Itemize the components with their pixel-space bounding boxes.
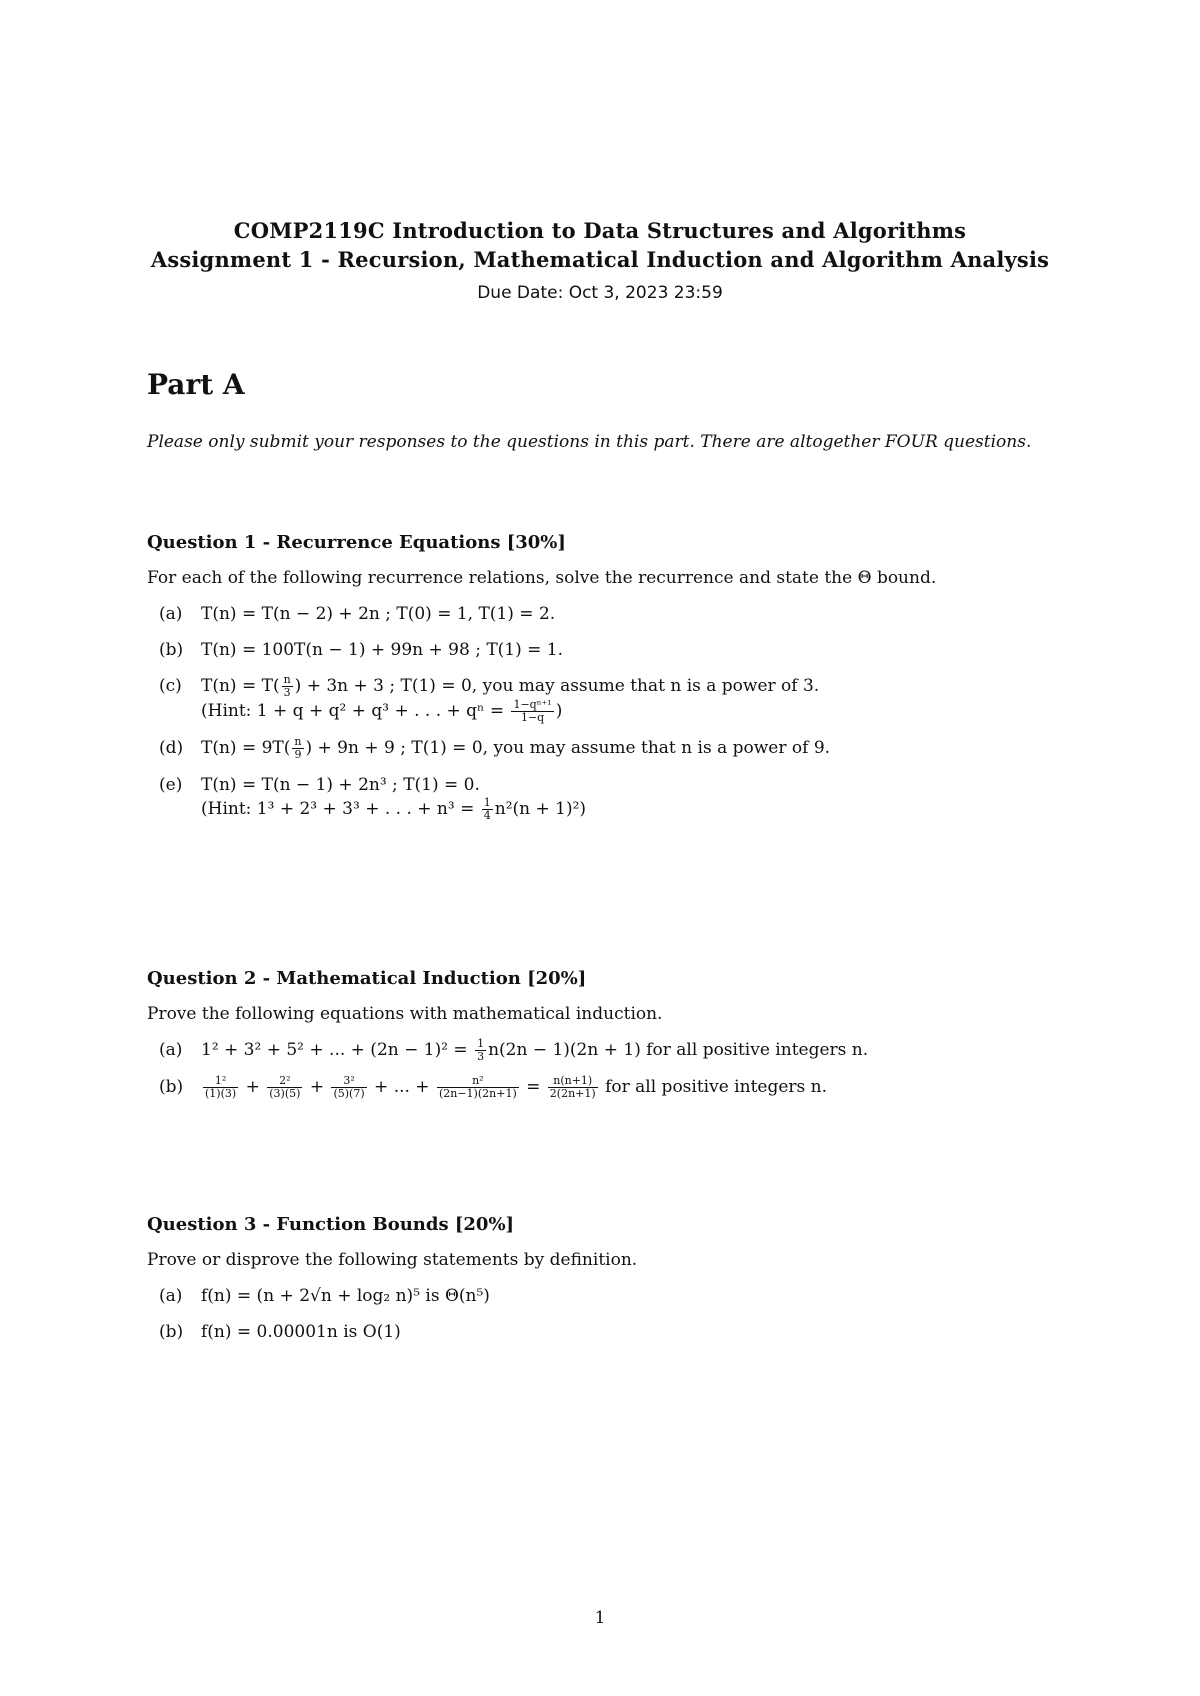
fraction-denominator: (1)(3)	[205, 1087, 237, 1100]
list-item	[159, 773, 1077, 822]
list-item	[159, 638, 1077, 662]
hint-text-pre: (Hint: 1³ + 2³ + 3³ + . . . + n³ =	[201, 799, 480, 819]
fraction	[482, 797, 493, 822]
fraction	[511, 699, 553, 724]
item-label: (e)	[159, 775, 183, 795]
fraction-numerator: n(n+1)	[548, 1075, 598, 1088]
item-label: (a)	[159, 604, 183, 624]
item-text-pre: 1² + 3² + 5² + ... + (2n − 1)² =	[201, 1040, 474, 1060]
list-item	[159, 736, 1077, 761]
item-text-post: ) + 9n + 9 ; T(1) = 0, you may assume that n is a power of 9.	[305, 738, 831, 758]
fraction-numerator: n²	[437, 1075, 519, 1088]
fraction-denominator: 2(2n+1)	[549, 1087, 596, 1100]
item-text: T(n) = T(n − 1) + 2n³ ; T(1) = 0.	[201, 775, 480, 795]
question-heading: Question 1 - Recurrence Equations [30%]	[147, 532, 566, 553]
item-text-pre: T(n) = 9T(	[201, 738, 291, 758]
due-date: Due Date: Oct 3, 2023 23:59	[477, 283, 723, 303]
item-body	[201, 736, 1077, 761]
question-2	[147, 966, 1077, 1100]
list-item	[159, 1075, 1077, 1100]
fraction-denominator: 9	[294, 748, 302, 761]
title-block	[0, 216, 1200, 303]
assignment-title: Assignment 1 - Recursion, Mathematical Induction and Algorithm Analysis	[150, 247, 1050, 272]
item-text-post: n(2n − 1)(2n + 1) for all positive integers n.	[488, 1040, 869, 1060]
item-label: (a)	[159, 1286, 183, 1306]
fraction-numerator: 1−qⁿ⁺¹	[513, 698, 552, 711]
hint-text-post: n²(n + 1)²)	[494, 799, 587, 819]
item-label: (c)	[159, 676, 182, 696]
fraction	[267, 1075, 302, 1100]
fraction	[437, 1075, 519, 1100]
plus-sign: +	[309, 1077, 325, 1097]
item-text: T(n) = 100T(n − 1) + 99n + 98 ; T(1) = 1.	[201, 640, 564, 660]
fraction-numerator: 1²	[203, 1075, 238, 1088]
item-label: (b)	[159, 1322, 184, 1342]
course-title: COMP2119C Introduction to Data Structures and Algorithms	[233, 218, 967, 243]
list-item	[159, 674, 1077, 724]
item-body	[201, 1038, 1077, 1063]
question-description: Prove or disprove the following statements by definition.	[147, 1250, 638, 1270]
item-text-pre: T(n) = T(	[201, 676, 280, 696]
fraction-numerator: 3²	[331, 1075, 366, 1088]
fraction-denominator: (5)(7)	[333, 1087, 365, 1100]
fraction-denominator: 3	[283, 686, 291, 699]
equals-sign: =	[520, 1077, 546, 1097]
fraction	[292, 736, 303, 761]
hint-text-post: )	[555, 701, 563, 721]
list-item	[159, 602, 1077, 626]
fraction-numerator: n	[283, 673, 291, 686]
item-body	[201, 773, 1077, 822]
list-item	[159, 1284, 1077, 1308]
question-items	[147, 1038, 1077, 1100]
item-label: (d)	[159, 738, 184, 758]
plus-sign: +	[245, 1077, 260, 1097]
part-intro: Please only submit your responses to the questions in this part. There are altogether FOUR questions.	[147, 432, 1032, 452]
list-item	[159, 1038, 1077, 1063]
item-text: T(n) = T(n − 2) + 2n ; T(0) = 1, T(1) = 2.	[201, 604, 556, 624]
ellipsis-term: + ... +	[368, 1077, 435, 1097]
fraction	[282, 674, 293, 699]
fraction	[331, 1075, 366, 1100]
question-heading: Question 3 - Function Bounds [20%]	[147, 1214, 515, 1235]
fraction-denominator: 3	[477, 1050, 485, 1063]
fraction-numerator: n	[294, 735, 302, 748]
fraction	[475, 1038, 486, 1063]
fraction-denominator: 1−q	[520, 711, 545, 724]
item-text-post: ) + 3n + 3 ; T(1) = 0, you may assume that n is a power of 3.	[294, 676, 820, 696]
item-hint	[201, 797, 1077, 822]
list-item	[159, 1320, 1077, 1344]
item-text: f(n) = (n + 2√n + log₂ n)⁵ is Θ(n⁵)	[201, 1286, 490, 1306]
item-body	[201, 674, 1077, 724]
item-body	[201, 1075, 1077, 1100]
fraction-numerator: 1	[483, 796, 491, 809]
question-description: For each of the following recurrence relations, solve the recurrence and state the Θ bound.	[147, 568, 937, 588]
question-1	[147, 530, 1077, 822]
fraction-denominator: (2n−1)(2n+1)	[438, 1087, 517, 1100]
item-text-tail: for all positive integers n.	[599, 1077, 828, 1097]
item-hint	[201, 699, 1077, 724]
hint-text-pre: (Hint: 1 + q + q² + q³ + . . . + qⁿ =	[201, 701, 510, 721]
question-heading: Question 2 - Mathematical Induction [20%]	[147, 968, 587, 989]
fraction-numerator: 2²	[267, 1075, 302, 1088]
question-items	[147, 1284, 1077, 1344]
item-label: (b)	[159, 1077, 184, 1097]
fraction-denominator: 4	[483, 809, 491, 822]
fraction	[203, 1075, 238, 1100]
item-label: (b)	[159, 640, 184, 660]
question-items	[147, 602, 1077, 822]
fraction-numerator: 1	[477, 1037, 485, 1050]
fraction	[548, 1075, 598, 1100]
part-title: Part A	[147, 368, 245, 401]
question-3	[147, 1212, 1077, 1344]
item-text: f(n) = 0.00001n is O(1)	[201, 1322, 401, 1342]
page-number: 1	[594, 1608, 606, 1628]
fraction-denominator: (3)(5)	[269, 1087, 301, 1100]
question-description: Prove the following equations with mathematical induction.	[147, 1004, 663, 1024]
item-label: (a)	[159, 1040, 183, 1060]
